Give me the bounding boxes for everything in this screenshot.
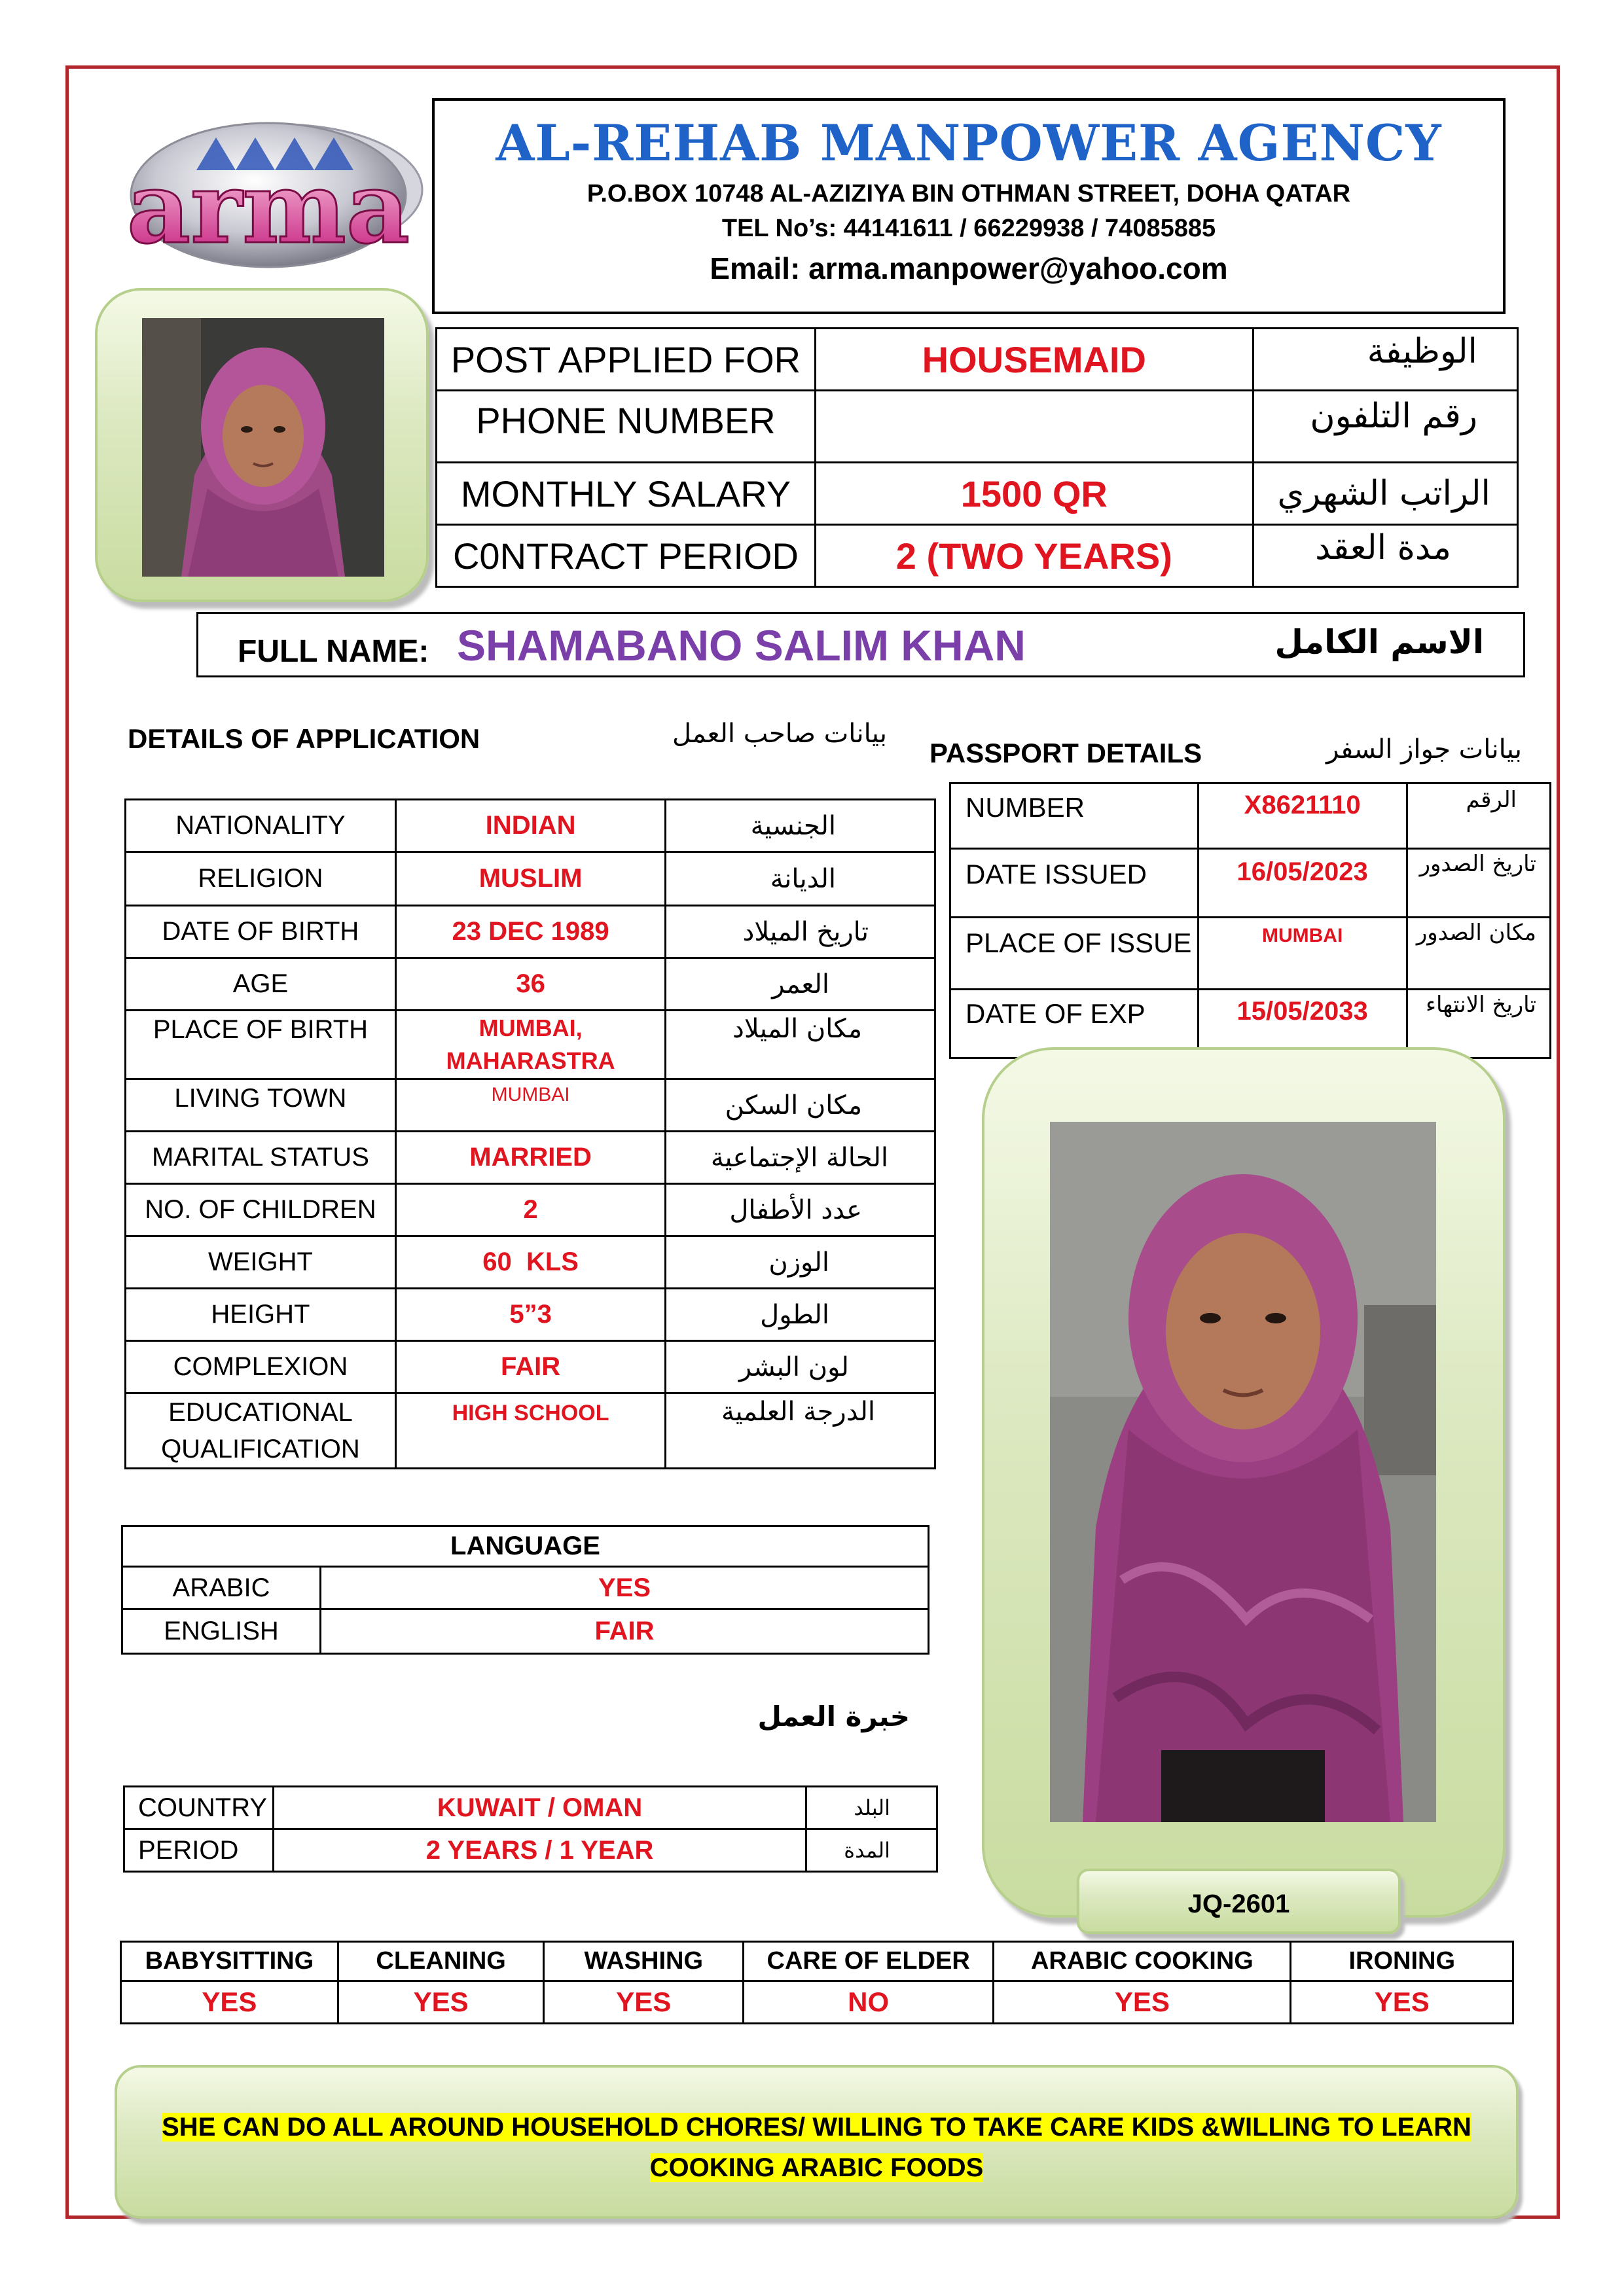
passport-value: MUMBAI: [1198, 918, 1407, 990]
applicant-photo-small: [142, 318, 384, 577]
app-label-ar: مكان الميلاد: [666, 1011, 935, 1079]
app-label: PLACE OF BIRTH: [126, 1011, 396, 1079]
skills-table: [120, 1941, 1514, 2024]
app-label: RELIGION: [126, 852, 396, 906]
job-value: 1500 QR: [815, 463, 1253, 525]
passport-title-ar: بيانات جواز السفر: [1326, 734, 1522, 764]
skill-header: CLEANING: [338, 1942, 544, 1981]
passport-value: 15/05/2033: [1198, 990, 1407, 1058]
passport-label-ar: تاريخ الصدور: [1407, 849, 1550, 918]
app-label-ar: العمر: [666, 958, 935, 1011]
application-title: DETAILS OF APPLICATION: [128, 723, 480, 754]
passport-value: X8621110: [1198, 783, 1407, 849]
app-value: MUSLIM: [395, 852, 665, 906]
job-label: PHONE NUMBER: [437, 391, 816, 463]
agency-header: [432, 98, 1506, 314]
full-name-box: [196, 612, 1525, 677]
experience-value: 2 YEARS / 1 YEAR: [273, 1829, 806, 1872]
experience-label: PERIOD: [124, 1829, 274, 1872]
skill-header: CARE OF ELDER: [744, 1942, 994, 1981]
language-value: FAIR: [321, 1609, 929, 1654]
reference-code: JQ-2601: [1187, 1890, 1290, 1918]
app-label: COMPLEXION: [126, 1341, 396, 1393]
app-label-ar: الحالة الإجتماعية: [666, 1132, 935, 1184]
language-table: [121, 1525, 929, 1655]
app-label: MARITAL STATUS: [126, 1132, 396, 1184]
language-value: YES: [321, 1567, 929, 1609]
app-label-ar: لون البشر: [666, 1341, 935, 1393]
agency-email: Email: arma.manpower@yahoo.com: [710, 251, 1228, 285]
passport-label-ar: مكان الصدور: [1407, 918, 1550, 990]
app-label-ar: مكان السكن: [666, 1079, 935, 1132]
skill-header: IRONING: [1291, 1942, 1513, 1981]
skill-value: YES: [121, 1981, 338, 2024]
app-value: 60 KLS: [395, 1236, 665, 1289]
job-value: [815, 391, 1253, 463]
small-photo-frame: [95, 288, 429, 602]
job-label-ar: الوظيفة: [1253, 329, 1517, 391]
full-name-value: SHAMABANO SALIM KHAN: [457, 621, 1026, 670]
agency-tel: TEL No’s: 44141611 / 66229938 / 74085885: [721, 215, 1216, 242]
job-label: C0NTRACT PERIOD: [437, 525, 816, 587]
passport-value: 16/05/2023: [1198, 849, 1407, 918]
app-value: MUMBAI, MAHARASTRA: [395, 1011, 665, 1079]
passport-label: NUMBER: [950, 783, 1199, 849]
experience-label-ar: البلد: [806, 1787, 937, 1829]
skill-value: YES: [544, 1981, 744, 2024]
app-value: 5”3: [395, 1289, 665, 1341]
app-label-ar: عدد الأطفال: [666, 1184, 935, 1236]
app-label-ar: الطول: [666, 1289, 935, 1341]
app-label: AGE: [126, 958, 396, 1011]
skill-header: WASHING: [544, 1942, 744, 1981]
app-value: 23 DEC 1989: [395, 906, 665, 958]
app-value: FAIR: [395, 1341, 665, 1393]
app-label: WEIGHT: [126, 1236, 396, 1289]
experience-label: COUNTRY: [124, 1787, 274, 1829]
job-label-ar: رقم التلفون: [1253, 391, 1517, 463]
application-table: [124, 798, 936, 1469]
agency-address: P.O.BOX 10748 AL-AZIZIYA BIN OTHMAN STREET, DOHA QATAR: [586, 180, 1351, 207]
app-label: HEIGHT: [126, 1289, 396, 1341]
language-label: ARABIC: [122, 1567, 321, 1609]
svg-text:arma: arma: [126, 151, 410, 266]
app-value: INDIAN: [395, 800, 665, 852]
passport-label: PLACE OF ISSUE: [950, 918, 1199, 990]
job-label-ar: مدة العقد: [1253, 525, 1517, 587]
skill-value: YES: [338, 1981, 544, 2024]
experience-table: [123, 1785, 938, 1873]
app-label-ar: الوزن: [666, 1236, 935, 1289]
app-label-ar: الديانة: [666, 852, 935, 906]
skill-value: YES: [994, 1981, 1291, 2024]
job-label-ar: الراتب الشهري: [1253, 463, 1517, 525]
skill-header: BABYSITTING: [121, 1942, 338, 1981]
skill-value: NO: [744, 1981, 994, 2024]
app-value: 36: [395, 958, 665, 1011]
experience-label-ar: المدة: [806, 1829, 937, 1872]
language-title: LANGUAGE: [122, 1526, 929, 1567]
experience-title-ar: خبرة العمل: [757, 1700, 910, 1732]
job-value: 2 (TWO YEARS): [815, 525, 1253, 587]
skill-header: ARABIC COOKING: [994, 1942, 1291, 1981]
passport-label: DATE ISSUED: [950, 849, 1199, 918]
remarks-line-1: SHE CAN DO ALL AROUND HOUSEHOLD CHORES/ WILLING TO TAKE CARE KIDS &WILLING TO LEARN: [162, 2113, 1471, 2142]
reference-tag: [1077, 1869, 1401, 1934]
application-title-ar: بيانات صاحب العمل: [672, 719, 887, 749]
app-label-ar: الجنسية: [666, 800, 935, 852]
remarks-box: [115, 2065, 1519, 2219]
skill-value: YES: [1291, 1981, 1513, 2024]
app-label: NO. OF CHILDREN: [126, 1184, 396, 1236]
job-table: [435, 327, 1519, 588]
job-label: MONTHLY SALARY: [437, 463, 816, 525]
language-label: ENGLISH: [122, 1609, 321, 1654]
passport-table: [949, 782, 1551, 1059]
app-label: LIVING TOWN: [126, 1079, 396, 1132]
app-label-ar: تاريخ الميلاد: [666, 906, 935, 958]
full-name-label-ar: الاسم الكامل: [1274, 623, 1484, 661]
job-value: HOUSEMAID: [815, 329, 1253, 391]
app-value: 2: [395, 1184, 665, 1236]
app-label: EDUCATIONAL QUALIFICATION: [126, 1393, 396, 1469]
large-photo-frame: [982, 1047, 1506, 1918]
applicant-photo-large: [1050, 1122, 1436, 1822]
agency-name: AL-REHAB MANPOWER AGENCY: [496, 114, 1442, 172]
passport-title: PASSPORT DETAILS: [929, 738, 1202, 768]
job-label: POST APPLIED FOR: [437, 329, 816, 391]
app-value: MUMBAI: [395, 1079, 665, 1132]
passport-label-ar: الرقم: [1407, 783, 1550, 849]
agency-logo: [118, 111, 432, 275]
passport-label: DATE OF EXP: [950, 990, 1199, 1058]
app-label-ar: الدرجة العلمية: [666, 1393, 935, 1469]
remarks-line-2: COOKING ARABIC FOODS: [649, 2153, 984, 2182]
app-label: NATIONALITY: [126, 800, 396, 852]
app-value: HIGH SCHOOL: [395, 1393, 665, 1469]
full-name-label: FULL NAME:: [238, 634, 429, 669]
experience-value: KUWAIT / OMAN: [273, 1787, 806, 1829]
app-value: MARRIED: [395, 1132, 665, 1184]
app-label: DATE OF BIRTH: [126, 906, 396, 958]
passport-label-ar: تاريخ الانتهاء: [1407, 990, 1550, 1058]
